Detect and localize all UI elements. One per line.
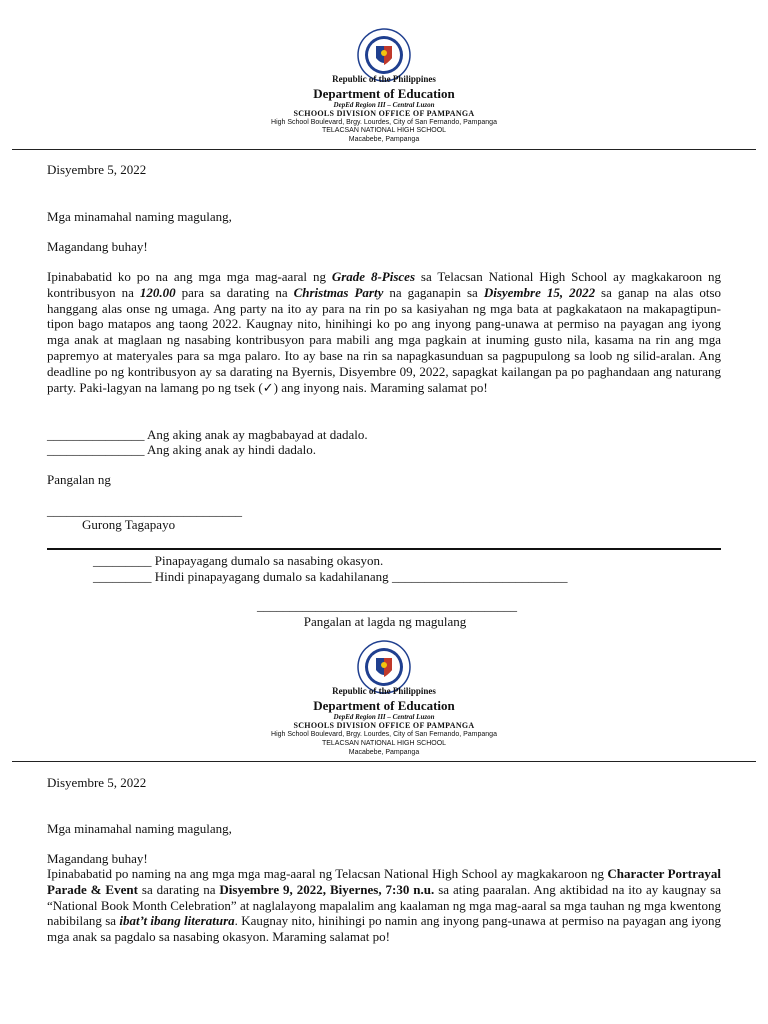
slip-deny[interactable]: _________ Hindi pinapayagang dumalo sa kadahilanang ___________________________ <box>93 569 568 584</box>
department-title: Department of Education <box>313 86 455 101</box>
parent-label: Pangalan at lagda ng magulang <box>303 614 467 629</box>
slip-allow[interactable]: _________ Pinapayagang dumalo sa nasabing okasyon. <box>93 553 384 568</box>
greeting: Magandang buhay! <box>47 239 148 254</box>
header-divider <box>12 761 756 762</box>
region-line: DepEd Region III – Central Luzon <box>333 713 435 721</box>
town-line: Macabebe, Pampanga <box>348 136 420 143</box>
option-pay[interactable]: _______________ Ang aking anak ay magbabayad at dadalo. <box>47 427 368 442</box>
letter-body: Ipinababatid po naming na ang mga mga mag-aaral ng Telacsan National High School ay magkakaroon ng Character Portrayal Parade & Event sa darating na Disyembre 9, 2022, Biyernes, 7:30 n.u. sa ating paaralan. Ang aktibidad na ito ay kaugnay sa “National Book Month Celebration” at naglalayong mapalalim ang kaalaman ng mga mag-aaral sa mga tauhan ng mga kwentong nabibilang sa ibat’t ibang literatura. Kaugnay nito, hinihingi po namin ang inyong pang-unawa at permiso na payagan ang iyong mga anak sa pagdalo sa nasabing okasyon. Maraming salamat po! <box>47 866 721 945</box>
division-line: SCHOOLS DIVISION OFFICE OF PAMPANGA <box>293 721 475 730</box>
greeting: Magandang buhay! <box>47 851 148 866</box>
department-title: Department of Education <box>313 698 455 713</box>
division-line: SCHOOLS DIVISION OFFICE OF PAMPANGA <box>293 109 475 118</box>
school-line: TELACSAN NATIONAL HIGH SCHOOL <box>321 127 447 134</box>
adviser-label: Gurong Tagapayo <box>82 517 176 532</box>
republic-line: Republic of the Philippines <box>332 74 436 84</box>
letter-body: Ipinababatid ko po na ang mga mga mag-aaral ng Grade 8-Pisces sa Telacsan National High School ay magkakaroon ng kontribusyon na 120.00 para sa darating na Christmas Party na gaganapin sa Disyembre 15, 2022 sa ganap na alas otso hanggang alas onse ng umaga. Ang party na ito ay para na rin po sa kasiyahan ng mga bata at pagkakataon na makapagtipun-tipon bago matapos ang taong 2022. Kaugnay nito, hinihingi ko po ang inyong pang-unawa at permiso na payagan ang iyong mga anak at maglaan ng nasabing kontribusyon para mabili ang mga pagkain at inuming gusto nila, kasama na rin ang mga papremyo at materyales para sa mga palaro. Ito ay base na rin sa napagkasunduan sa pagpupulong sa loob ng silid-aralan. Ang deadline po ng kontribusyon ay sa darating na Byernis, Disyembre 09, 2022, sapagkat kailangan pa po paghandaan ang naturang party. Paki-lagyan na lamang po ng tsek (✓) ang inyong nais. Maraming salamat po! <box>47 269 722 395</box>
header-divider <box>12 149 756 150</box>
option-not-attend[interactable]: _______________ Ang aking anak ay hindi dadalo. <box>47 442 317 457</box>
parent-signature-line[interactable]: ________________________________________ <box>257 598 517 613</box>
region-line: DepEd Region III – Central Luzon <box>333 101 435 109</box>
letter-date: Disyembre 5, 2022 <box>47 162 147 177</box>
adviser-signature-line[interactable]: ______________________________ <box>47 503 242 518</box>
address-line: High School Boulevard, Brgy. Lourdes, City of San Fernando, Pampanga <box>271 119 497 126</box>
salutation: Mga minamahal naming magulang, <box>47 209 232 224</box>
address-line: High School Boulevard, Brgy. Lourdes, City of San Fernando, Pampanga <box>271 731 497 738</box>
student-name-label: Pangalan ng <box>47 472 111 487</box>
check-mark-icon: ✓ <box>262 379 274 395</box>
school-line: TELACSAN NATIONAL HIGH SCHOOL <box>321 740 447 747</box>
town-line: Macabebe, Pampanga <box>348 749 420 756</box>
letter-date: Disyembre 5, 2022 <box>47 775 147 790</box>
salutation: Mga minamahal naming magulang, <box>47 821 232 836</box>
cut-line <box>47 548 721 550</box>
republic-line: Republic of the Philippines <box>332 686 436 696</box>
